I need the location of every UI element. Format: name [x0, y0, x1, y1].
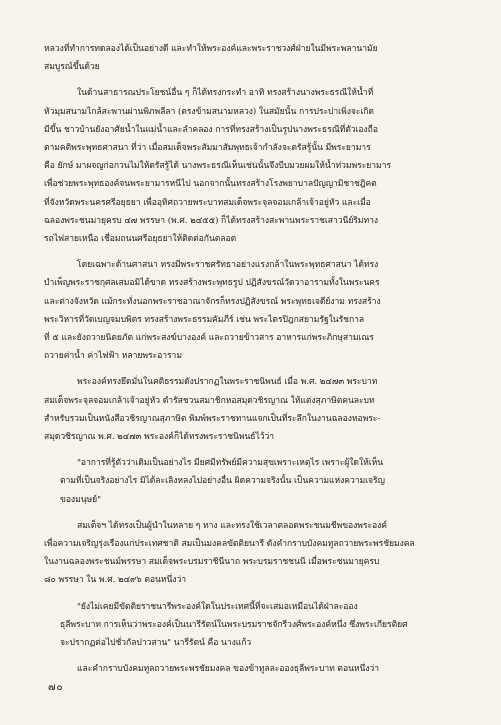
paragraph-6: [44, 660, 466, 678]
quote-1: [44, 454, 466, 509]
quote-line: "อาการที่รู้ตัวว่าเดิมเป็นอย่างไร มียศมีทรัพย์มีความสุขเพราะเหตุไร เพราะผู้ใดให้เห็น: [77, 458, 384, 469]
paragraph-4: [44, 373, 466, 446]
paragraph-3: [44, 256, 466, 365]
quote-line: ของมนุษย์": [60, 494, 102, 505]
text-line: โดยเฉพาะด้านศาสนา ทรงมีพระราชศรัทธาอย่างแรงกล้าในพระพุทธศาสนา ได้ทรง: [77, 260, 379, 271]
text-line: บำเพ็ญพระราชกุศลเสมอมิได้ขาด ทรงสร้างพระพุทธรูป ปฏิสังขรณ์วัดวาอารามทั้งในพระนคร: [44, 278, 380, 289]
quote-2: [44, 598, 466, 653]
quote-line: ตามที่เป็นจริงอย่างไร มิได้ละเลิงหลงไปอย่างอื่น ผิดความจริงนั้น เป็นความแห่งความเจริญ: [60, 476, 385, 487]
paragraph-2: [44, 84, 466, 248]
text-line: ๘๐ พรรษา ใน พ.ศ. ๒๔๙๖ ตอนหนึ่งว่า: [44, 575, 186, 586]
paragraph-1: [44, 40, 466, 76]
text-line: มีขึ้น ชาวบ้านยังอาศัยน้ำในแม่น้ำและลำคลอง การที่ทรงสร้างเป็นรูปนางพระธรณีที่ตัวเองถือ: [44, 124, 378, 135]
text-line: สมบูรณ์ขึ้นด้วย: [44, 62, 100, 73]
quote-line: จะปรากฏต่อไปชั่วกัลปาวสาน" นารีรัตน์ คือ นางแก้ว: [60, 638, 252, 649]
text-line: คือ ยักษ์ มาผจญก่อกวนไม่ให้ตรัสรู้ได้ นางพระธรณีเห็นเช่นนั้นจึงบีบมวยผมให้น้ำท่วมพระยามาร: [44, 161, 392, 172]
text-line: รถไฟสายเหนือ เชื่อมถนนศรีอยุธยาให้ติดต่อกันตลอด: [44, 234, 237, 245]
paragraph-5: [44, 517, 466, 590]
text-line: และคำกราบบังคมทูลถวายพระพรชัยมงคล ของข้าทูลละอองธุลีพระบาท ตอนหนึ่งว่า: [77, 664, 380, 675]
text-line: สมเด็จฯ ได้ทรงเป็นผู้นำในหลาย ๆ ทาง และทรงใช้เวลาตลอดพระชนมชีพของพระองค์: [77, 520, 387, 531]
text-line: ตามคติพระพุทธศาสนา ที่ว่า เมื่อสมเด็จพระสัมมาสัมพุทธเจ้ากำลังจะตรัสรู้นั้น มีพระยามาร: [44, 143, 371, 154]
quote-line: "ยังไม่เคยมีขัตติยราชนารีพระองค์ใดในประเทศนี้ที่จะเสมอเหมือนได้ฝ่าละออง: [77, 601, 358, 612]
text-line: หลวงที่ทำการทดลองได้เป็นอย่างดี และทำให้พระองค์และพระราชวงศ์ฝ่ายในมีพระพลานามัย: [44, 44, 378, 54]
text-line: เพื่อช่วยพระพุทธองค์จนพระยามารหนีไป นอกจากนั้นทรงสร้างโรงพยาบาลปัญญามิชาชฎิคต: [44, 179, 377, 190]
text-line: ถวายค่าน้ำ ค่าไฟฟ้า หลายพระอาราม: [44, 351, 182, 362]
text-line: สมเด็จพระจุลจอมเกล้าเจ้าอยู่หัว ดำรัสชวนสมาชิกหอสมุดวชิรญาณ ให้แต่งสุภาษิตคนละบท: [44, 395, 375, 406]
text-line: พระองค์ทรงยึดมั่นในคติธรรมดังปรากฏในพระราชนิพนธ์ เมื่อ พ.ศ. ๒๔๗๓ พระบาท: [77, 377, 378, 388]
text-line: ที่ ๕ และยังถวายนิตยภัต แก่พระสงฆ์บางองค์ และถวายข้าวสาร อาหารแก่พระภิกษุสามเณร: [44, 333, 374, 344]
text-line: สมุดวชิรญาณ พ.ศ. ๒๔๗๓ พระองค์ก็ได้ทรงพระราชนิพนธ์ไว้ว่า: [44, 432, 275, 443]
page-number: ๗๐: [48, 682, 64, 693]
text-line: พระวิหารที่วัดเบญจมบพิตร ทรงสร้างพระธรรมคัมภีร์ เช่น พระไตรปิฎกสยามรัฐในรัชกาล: [44, 314, 365, 325]
text-line: และต่างจังหวัด แม้กระทั่งนอกพระราชอาณาจักรก็ทรงปฏิสังขรณ์ พระพุทธเจดีย์งาม ทรงสร้าง: [44, 296, 381, 307]
text-line: เพื่อความเจริญรุ่งเรืองแก่ประเทศชาติ สมเป็นมงคลขัตติยนารี ดังคำกราบบังคมทูลถวายพระพรชัยมงคล: [44, 539, 415, 550]
quote-line: ธุลีพระบาท การเห็นว่าพระองค์เป็นนารีรัตน์ในพระบรมราชจักรีวงศ์พระองค์หนึ่ง ซึ่งพระเกียรติยศ: [60, 619, 408, 630]
body-text: [44, 40, 466, 687]
text-line: ฉลองพระชนมายุครบ ๔๗ พรรษา (พ.ศ. ๒๔๕๕) ก็ได้ทรงสร้างสะพานพระราชเสาวนีย์ริมทาง: [44, 215, 379, 226]
text-line: ในด้านสาธารณประโยชน์อื่น ๆ ก็ได้ทรงกระทำ อาทิ ทรงสร้างนางพระธรณีให้น้ำที่: [77, 88, 374, 99]
text-line: ในงานฉลองพระชนม์พรรษา สมเด็จพระบรมราชินีนาถ พระบรมราชชนนี เมื่อพระชนมายุครบ: [44, 557, 380, 568]
text-line: หัวมุมสนามไกล้สะพานผ่านพิภพลีลา (ตรงข้ามสนามหลวง) ในสมัยนั้น การประปาเพิ่งจะเกิด: [44, 106, 374, 117]
text-line: สำหรับรวมเป็นหนังสือวชิรญาณสุภาษิต พิมพ์พระราชทานแจกเป็นที่ระลึกในงานฉลองหอพระ-: [44, 413, 381, 424]
text-line: ที่จังหวัดพระนครศรีอยุธยา เพื่ออุทิศถวายพระบาทสมเด็จพระจุลจอมเกล้าเจ้าอยู่หัว และเมื่อ: [44, 197, 371, 208]
